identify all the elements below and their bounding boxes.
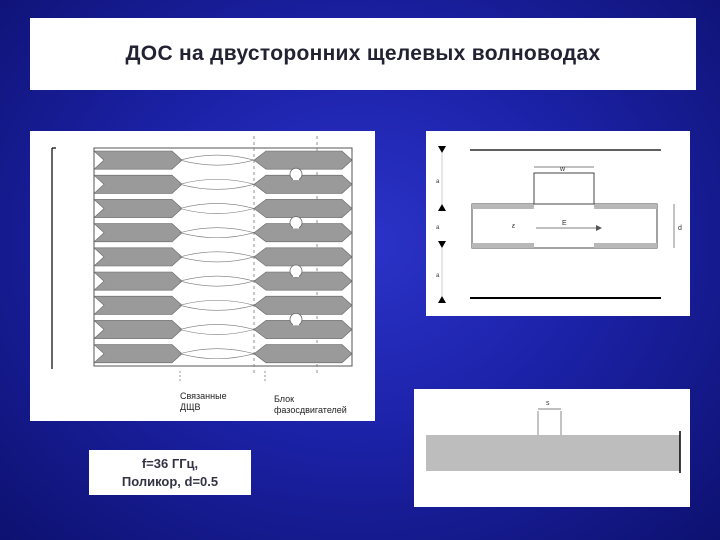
coupling-slot xyxy=(180,276,254,286)
right-strip xyxy=(254,320,352,338)
coupler-layout-diagram xyxy=(30,131,375,421)
waveguide-rows xyxy=(94,151,352,363)
label-epsilon: ε xyxy=(512,223,516,230)
label-a-bot: a xyxy=(436,273,440,279)
right-strip xyxy=(254,199,352,217)
cross-section-panel xyxy=(426,131,690,316)
marker-top-down xyxy=(438,146,446,153)
left-strip xyxy=(94,248,182,266)
right-strip xyxy=(254,345,352,363)
caption-box xyxy=(89,450,251,495)
left-strip xyxy=(94,345,182,363)
left-strip xyxy=(94,199,182,217)
caption-line-1: f=36 ГГц, xyxy=(141,455,199,471)
coupling-slot xyxy=(180,324,254,334)
caption-line-2: Поликор, d=0.5 xyxy=(121,473,219,489)
title-box xyxy=(30,18,696,90)
left-strip xyxy=(94,151,182,169)
right-strip xyxy=(254,296,352,314)
left-strip xyxy=(94,272,182,290)
label-e-field: E xyxy=(562,220,567,227)
coupling-slot xyxy=(180,300,254,310)
marker-mid-up xyxy=(438,204,446,211)
coupling-slot xyxy=(180,155,254,165)
metal-plane xyxy=(426,435,680,471)
label-a-mid: a xyxy=(436,225,440,231)
coupling-slot xyxy=(180,252,254,262)
right-strip xyxy=(254,272,352,290)
slot-detail-panel xyxy=(414,389,690,507)
slide-title: ДОС на двусторонних щелевых волноводах xyxy=(125,42,601,65)
phase-shifter-neck xyxy=(293,174,299,180)
right-strip xyxy=(254,151,352,169)
right-strip xyxy=(254,248,352,266)
coupling-slot xyxy=(180,349,254,359)
marker-mid-down xyxy=(438,241,446,248)
cross-section-diagram xyxy=(426,131,690,316)
coupled-label-1: Связанные xyxy=(180,391,227,401)
right-strip xyxy=(254,175,352,193)
coupler-layout-panel xyxy=(30,131,375,421)
coupling-slot xyxy=(180,203,254,213)
left-strip xyxy=(94,296,182,314)
coupled-label-2: ДЩВ xyxy=(180,402,201,412)
left-strip xyxy=(94,175,182,193)
label-s: s xyxy=(546,400,550,407)
left-strip xyxy=(94,320,182,338)
phase-shifter-neck xyxy=(293,319,299,325)
label-a-top: a xyxy=(436,179,440,185)
block-label-2: фазосдвигателей xyxy=(274,405,347,415)
phase-shifter-neck xyxy=(293,223,299,229)
label-d: d xyxy=(678,225,682,232)
label-w: w xyxy=(560,166,566,173)
right-strip xyxy=(254,224,352,242)
phase-shifter-neck xyxy=(293,271,299,277)
block-label-1: Блок xyxy=(274,394,295,404)
marker-bot-up xyxy=(438,296,446,303)
coupling-slot xyxy=(180,228,254,238)
left-strip xyxy=(94,224,182,242)
slot-detail-diagram xyxy=(414,389,690,507)
coupling-slot xyxy=(180,179,254,189)
